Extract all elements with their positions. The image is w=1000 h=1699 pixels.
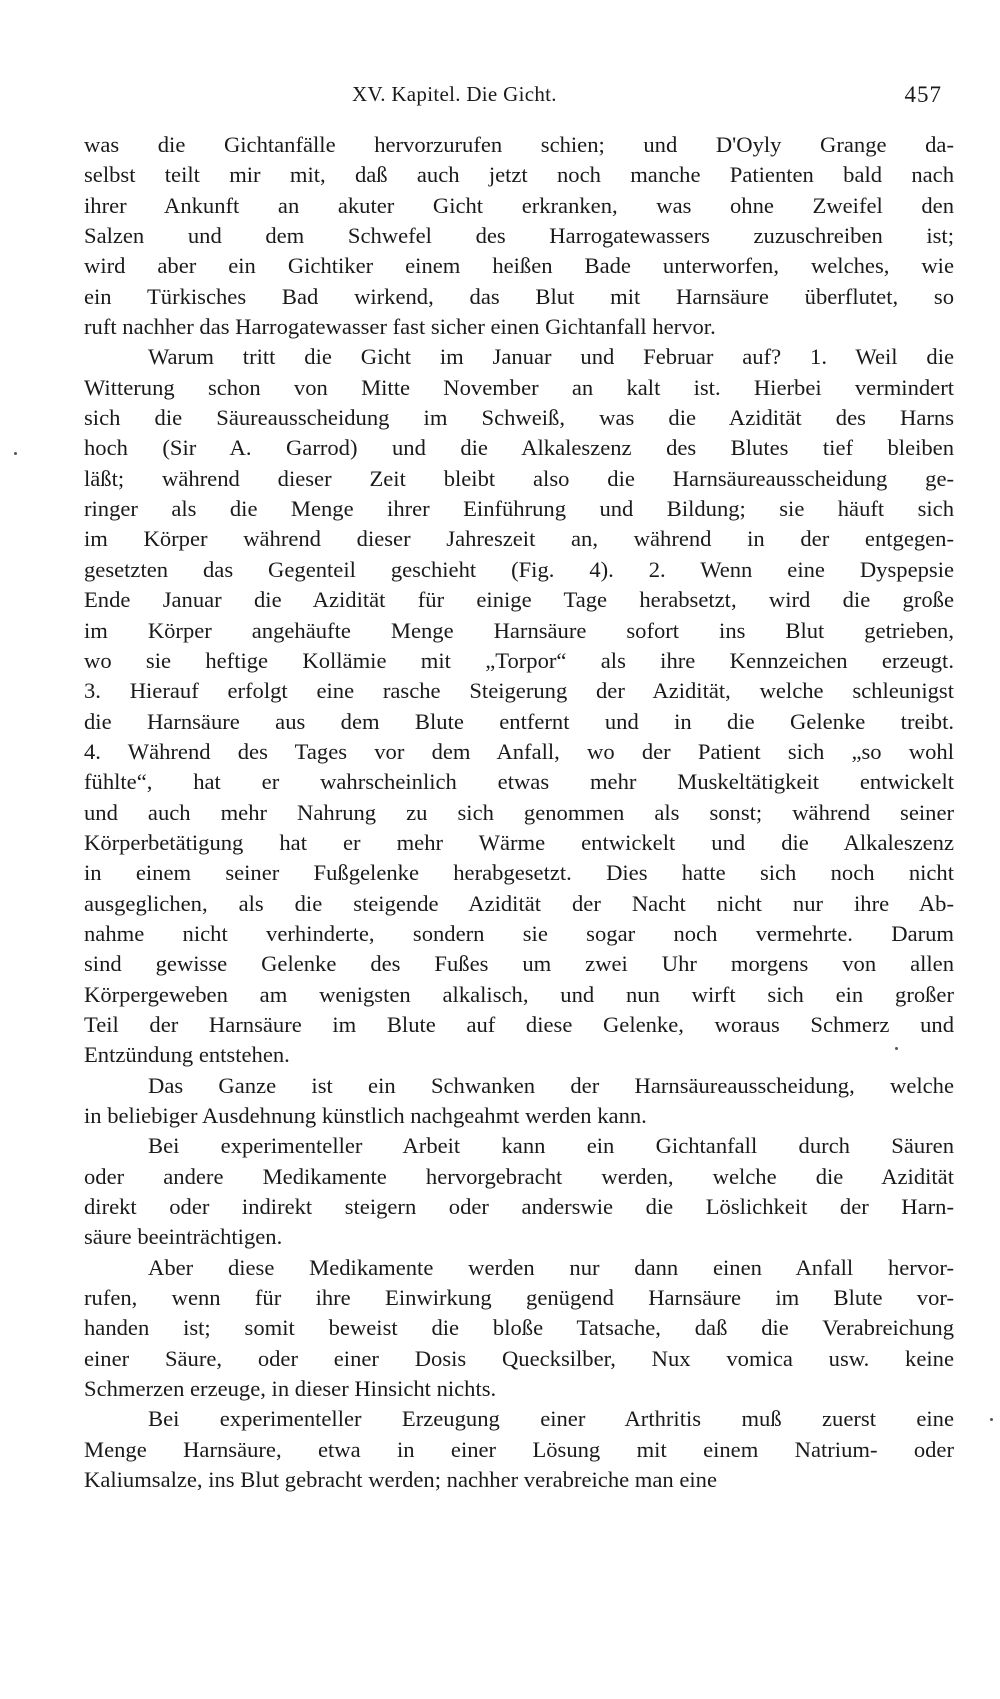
- text-line: Menge Harnsäure, etwa in einer Lösung mit einem Natrium- oder: [84, 1436, 954, 1462]
- text-line: in beliebiger Ausdehnung künstlich nachgeahmt werden kann.: [84, 1103, 647, 1128]
- text-line: im Körper während dieser Jahreszeit an, während in der entgegen-: [84, 526, 954, 552]
- text-line: Bei experimenteller Erzeugung einer Arthritis muß zuerst eine: [148, 1406, 954, 1432]
- text-line: direkt oder indirekt steigern oder anderswie die Löslichkeit der Harn-: [84, 1194, 954, 1220]
- text-line: Kaliumsalze, ins Blut gebracht werden; nachher verabreiche man eine: [84, 1467, 717, 1493]
- text-line: im Körper angehäufte Menge Harnsäure sofort ins Blut getrieben,: [84, 617, 954, 643]
- text-line: wo sie heftige Kollämie mit „Torpor“ als ihre Kennzeichen erzeugt.: [84, 647, 954, 673]
- chapter-title: XV. Kapitel. Die Gicht.: [352, 82, 557, 106]
- text-line: 4. Während des Tages vor dem Anfall, wo der Patient sich „so wohl: [84, 738, 954, 764]
- text-line: Teil der Harnsäure im Blute auf diese Gelenke, woraus Schmerz und: [84, 1011, 954, 1037]
- text-line: Das Ganze ist ein Schwanken der Harnsäureausscheidung, welche: [148, 1072, 954, 1098]
- text-line: in einem seiner Fußgelenke herabgesetzt. Dies hatte sich noch nicht: [84, 860, 954, 886]
- scan-speck: [14, 452, 17, 455]
- paragraph: [84, 1131, 954, 1252]
- text-line: hoch (Sir A. Garrod) und die Alkaleszenz des Blutes tief bleiben: [84, 435, 954, 461]
- body-text: [84, 130, 954, 1495]
- text-line: und auch mehr Nahrung zu sich genommen als sonst; während seiner: [84, 799, 954, 825]
- text-line: die Harnsäure aus dem Blute entfernt und in die Gelenke treibt.: [84, 708, 954, 734]
- text-line: wird aber ein Gichtiker einem heißen Bade unterworfen, welches, wie: [84, 253, 954, 279]
- text-line: läßt; während dieser Zeit bleibt also die Harnsäureausscheidung ge-: [84, 465, 954, 491]
- scan-speck: [990, 1418, 993, 1421]
- text-line: Körpergeweben am wenigsten alkalisch, und nun wirft sich ein großer: [84, 981, 954, 1007]
- text-line: selbst teilt mir mit, daß auch jetzt noch manche Patienten bald nach: [84, 162, 954, 188]
- text-line: ruft nachher das Harrogatewasser fast sicher einen Gichtanfall hervor.: [84, 314, 716, 340]
- text-line: Körperbetätigung hat er mehr Wärme entwickelt und die Alkaleszenz: [84, 829, 954, 855]
- text-line: fühlte“, hat er wahrscheinlich etwas mehr Muskeltätigkeit entwickelt: [84, 769, 954, 795]
- text-line: Warum tritt die Gicht im Januar und Februar auf? 1. Weil die: [148, 344, 954, 370]
- text-line: ringer als die Menge ihrer Einführung und Bildung; sie häuft sich: [84, 496, 954, 522]
- text-line: was die Gichtanfälle hervorzurufen schien; und D'Oyly Grange da-: [84, 132, 954, 157]
- paragraph: [84, 342, 954, 1070]
- text-line: Ende Januar die Azidität für einige Tage herabsetzt, wird die große: [84, 587, 954, 613]
- text-line: Salzen und dem Schwefel des Harrogatewassers zuzuschreiben ist;: [84, 223, 954, 249]
- text-line: rufen, wenn für ihre Einwirkung genügend Harnsäure im Blute vor-: [84, 1285, 954, 1311]
- paragraph: [84, 1404, 954, 1495]
- page-number: 457: [904, 82, 942, 107]
- text-line: ausgeglichen, als die steigende Azidität der Nacht nicht nur ihre Ab-: [84, 890, 954, 916]
- text-line: ihrer Ankunft an akuter Gicht erkranken, was ohne Zweifel den: [84, 192, 954, 218]
- text-line: sind gewisse Gelenke des Fußes um zwei Uhr morgens von allen: [84, 951, 954, 977]
- text-line: Bei experimenteller Arbeit kann ein Gichtanfall durch Säuren: [148, 1133, 954, 1159]
- text-line: Aber diese Medikamente werden nur dann einen Anfall hervor-: [148, 1254, 954, 1280]
- text-line: ein Türkisches Bad wirkend, das Blut mit Harnsäure überflutet, so: [84, 283, 954, 309]
- paragraph: [84, 1253, 954, 1405]
- text-line: säure beeinträchtigen.: [84, 1224, 283, 1250]
- text-line: handen ist; somit beweist die bloße Tatsache, daß die Verabreichung: [84, 1315, 954, 1341]
- text-line: Entzündung entstehen.: [84, 1042, 290, 1068]
- text-line: Witterung schon von Mitte November an kalt ist. Hierbei vermindert: [84, 374, 954, 400]
- running-header: [84, 82, 954, 112]
- text-line: nahme nicht verhinderte, sondern sie sogar noch vermehrte. Darum: [84, 920, 954, 946]
- text-line: gesetzten das Gegenteil geschieht (Fig. 4). 2. Wenn eine Dyspepsie: [84, 556, 954, 582]
- text-line: 3. Hierauf erfolgt eine rasche Steigerung der Azidität, welche schleunigst: [84, 678, 954, 704]
- text-line: Schmerzen erzeuge, in dieser Hinsicht nichts.: [84, 1376, 497, 1402]
- text-line: sich die Säureausscheidung im Schweiß, was die Azidität des Harns: [84, 405, 954, 431]
- paragraph: [84, 130, 954, 342]
- text-line: einer Säure, oder einer Dosis Quecksilber, Nux vomica usw. keine: [84, 1345, 954, 1371]
- scan-speck: [895, 1047, 898, 1050]
- text-line: oder andere Medikamente hervorgebracht werden, welche die Azidität: [84, 1163, 954, 1189]
- paragraph: [84, 1071, 954, 1132]
